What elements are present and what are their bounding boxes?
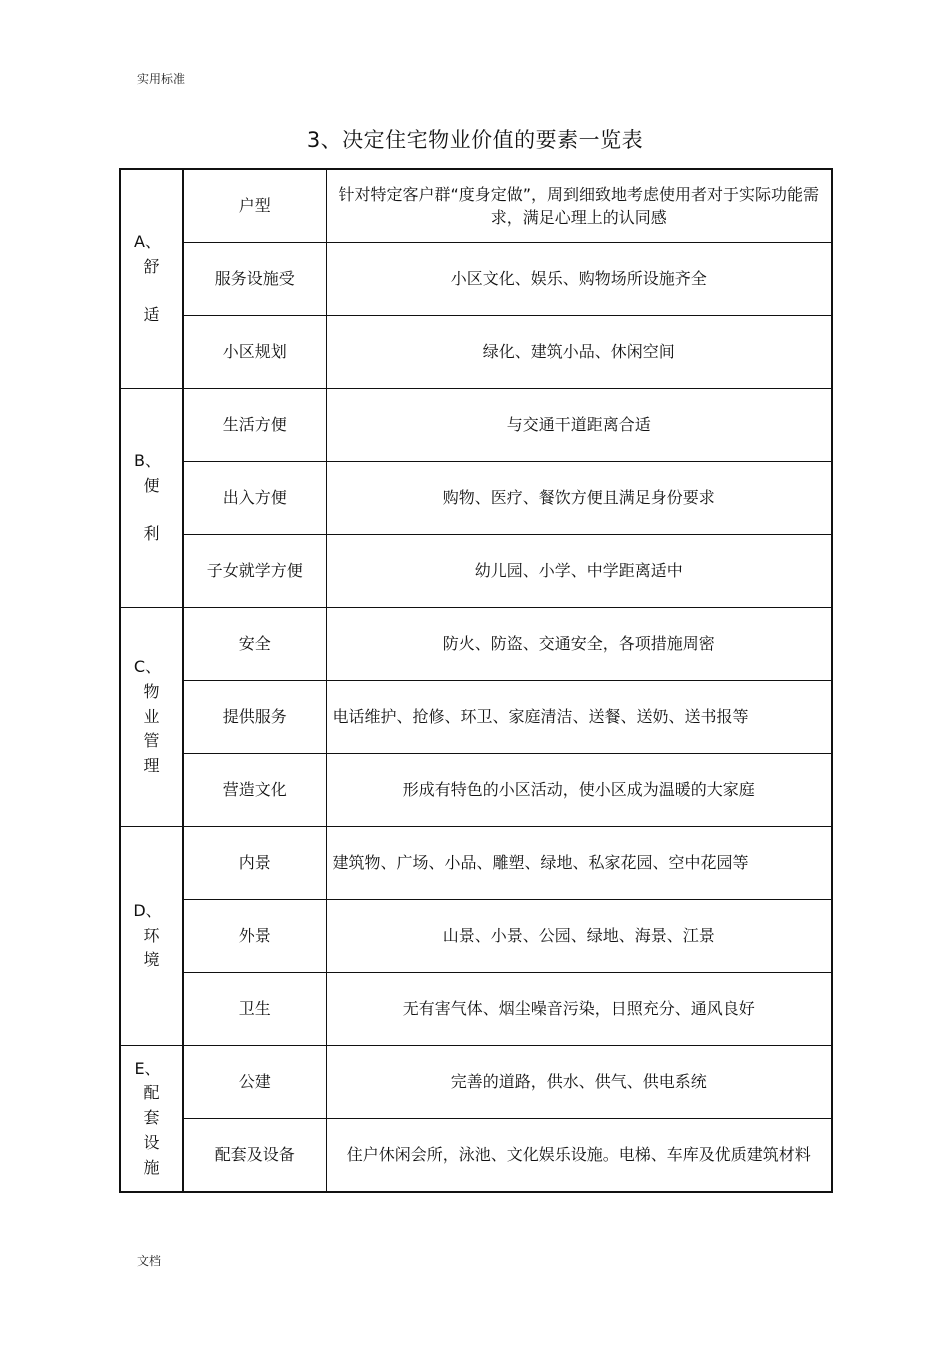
factor-description-cell: 山景、小景、公园、绿地、海景、江景 xyxy=(326,900,832,973)
table-row xyxy=(120,243,832,316)
page-header: 实用标准 xyxy=(137,72,186,86)
table-row xyxy=(120,754,832,827)
value-factors-table xyxy=(119,168,833,1193)
category-letter: E、 xyxy=(134,1058,161,1078)
category-cell xyxy=(120,1046,183,1193)
factor-item-cell: 提供服务 xyxy=(183,681,326,754)
table-row xyxy=(120,1119,832,1193)
category-char: 境 xyxy=(143,950,160,970)
category-label xyxy=(133,899,162,973)
category-char: 舒 xyxy=(143,256,160,276)
table-row xyxy=(120,827,832,900)
table-body xyxy=(120,169,832,1192)
factor-description-cell: 形成有特色的小区活动，使小区成为温暖的大家庭 xyxy=(326,754,832,827)
table-row xyxy=(120,316,832,389)
factor-description-cell: 针对特定客户群“度身定做”，周到细致地考虑使用者对于实际功能需求，满足心理上的认同感 xyxy=(326,169,832,243)
factor-item-cell: 安全 xyxy=(183,608,326,681)
table-row xyxy=(120,681,832,754)
category-char: 理 xyxy=(143,756,160,776)
table-row xyxy=(120,608,832,681)
factor-item-cell: 卫生 xyxy=(183,973,326,1046)
category-char: 物 xyxy=(143,681,160,701)
category-char: 业 xyxy=(143,706,160,726)
factor-item-cell: 外景 xyxy=(183,900,326,973)
category-label xyxy=(133,655,162,779)
factor-item-cell: 公建 xyxy=(183,1046,326,1119)
category-label xyxy=(134,1057,161,1181)
category-label xyxy=(134,230,161,328)
factor-description-cell: 完善的道路，供水、供气、供电系统 xyxy=(326,1046,832,1119)
category-letter: C、 xyxy=(133,657,162,676)
factor-item-cell: 内景 xyxy=(183,827,326,900)
factor-item-cell: 营造文化 xyxy=(183,754,326,827)
factor-description-cell: 电话维护、抢修、环卫、家庭清洁、送餐、送奶、送书报等 xyxy=(326,681,832,754)
factor-item-cell: 户型 xyxy=(183,169,326,243)
table-row xyxy=(120,535,832,608)
factor-item-cell: 配套及设备 xyxy=(183,1119,326,1193)
category-letter: D、 xyxy=(133,900,162,920)
category-spacer xyxy=(142,498,161,522)
factor-description-cell: 绿化、建筑小品、休闲空间 xyxy=(326,316,832,389)
category-cell xyxy=(120,389,183,608)
factor-item-cell: 服务设施受 xyxy=(183,243,326,316)
table-row xyxy=(120,900,832,973)
factor-description-cell: 与交通干道距离合适 xyxy=(326,389,832,462)
table-row xyxy=(120,1046,832,1119)
page-title: 3、决定住宅物业价值的要素一览表 xyxy=(306,128,644,152)
table-row xyxy=(120,973,832,1046)
factor-description-cell: 幼儿园、小学、中学距离适中 xyxy=(326,535,832,608)
factor-item-cell: 小区规划 xyxy=(183,316,326,389)
factor-description-cell: 建筑物、广场、小品、雕塑、绿地、私家花园、空中花园等 xyxy=(326,827,832,900)
category-spacer xyxy=(142,279,161,303)
category-char: 便 xyxy=(143,475,160,495)
page-footer: 文档 xyxy=(137,1254,162,1268)
category-char: 施 xyxy=(143,1157,160,1177)
category-char: 设 xyxy=(143,1132,160,1152)
factor-description-cell: 防火、防盗、交通安全，各项措施周密 xyxy=(326,608,832,681)
category-char: 套 xyxy=(143,1108,160,1128)
factor-item-cell: 出入方便 xyxy=(183,462,326,535)
category-cell xyxy=(120,827,183,1046)
factor-description-cell: 住户休闲会所，泳池、文化娱乐设施。电梯、车库及优质建筑材料 xyxy=(326,1119,832,1193)
factor-description-cell: 无有害气体、烟尘噪音污染，日照充分、通风良好 xyxy=(326,973,832,1046)
factor-description-cell: 购物、医疗、餐饮方便且满足身份要求 xyxy=(326,462,832,535)
category-cell xyxy=(120,169,183,389)
category-label xyxy=(134,449,161,547)
category-letter: B、 xyxy=(134,450,161,470)
category-char: 配 xyxy=(143,1083,160,1103)
factor-item-cell: 生活方便 xyxy=(183,389,326,462)
category-char: 适 xyxy=(143,305,160,325)
category-char: 环 xyxy=(143,925,160,945)
table-row xyxy=(120,389,832,462)
factor-item-cell: 子女就学方便 xyxy=(183,535,326,608)
category-cell xyxy=(120,608,183,827)
category-char: 管 xyxy=(143,731,160,751)
factor-description-cell: 小区文化、娱乐、购物场所设施齐全 xyxy=(326,243,832,316)
category-char: 利 xyxy=(143,524,160,544)
category-letter: A、 xyxy=(134,231,161,251)
table-row xyxy=(120,462,832,535)
table-row xyxy=(120,169,832,243)
